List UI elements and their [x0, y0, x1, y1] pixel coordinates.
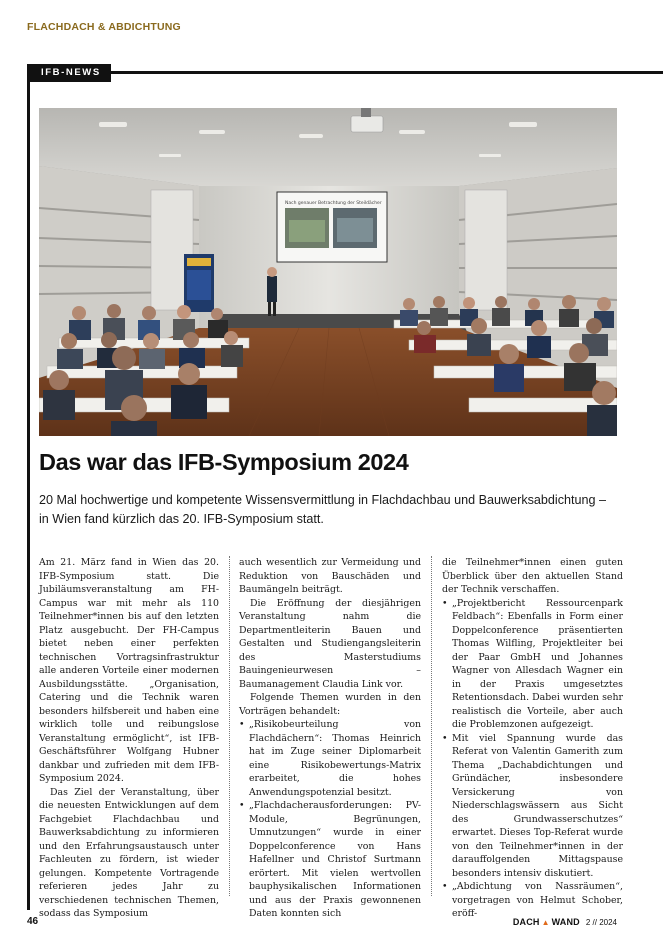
news-rule [27, 71, 663, 74]
news-bar [27, 64, 663, 82]
conference-photo [39, 108, 617, 436]
magazine-logo-right: WAND [551, 917, 580, 927]
conference-hall-illustration [39, 108, 617, 436]
column-3 [442, 556, 623, 921]
section-label: FLACHDACH & ABDICHTUNG [27, 21, 181, 33]
column-2 [239, 556, 421, 921]
article-body [39, 556, 624, 919]
list-item: • Mit viel Spannung wurde das Referat von Valentin Gamerith zum Thema „Dachabdichtungen und Gründächer, insbesondere Versickerung von Niederschlagswässern aus Sicht des Grundwasserschutzes“ erwartet. Dieses Top-Referat wurde von den Teilnehmer*innen in der darauffolgenden Mittagspause besonders intensiv diskutiert. [442, 732, 623, 881]
paragraph: Am 21. März fand in Wien das 20. IFB-Symposium statt. Die Jubiläumsveranstaltung am FH-Campus war mit mehr als 110 Teilnehmer*innen bis auf den letzten Platz ausgebucht. Der FH-Campus bietet neben einer perfekten technischen Vortragsinfrastruktur alle anderen Vorteile einer modernen Ausbildungsstätte. „Organisation, Catering und die Technik waren besonders hilfsbereit und haben eine wirklich tolle und reibungslose Veranstaltung ermöglicht“, ist IFB-Geschäftsführer Wolfgang Hubner dankbar und zufrieden mit dem IFB-Symposium 2024. [39, 557, 219, 784]
paragraph: Folgende Themen wurden in den Vorträgen behandelt: [239, 692, 421, 717]
topic-list [442, 597, 623, 921]
news-tag: IFB-NEWS [27, 64, 111, 82]
left-rule [27, 80, 30, 910]
issue-number: 2 // 2024 [585, 917, 617, 927]
list-item: • „Flachdacherausforderungen: PV-Module, Begrünungen, Umnutzungen“ wurde in einer Doppelconference von Hans Hafellner und Christof Surtmann erörtert. Mit vielen wertvollen bauphysikalischen Informationen und aus der Praxis gewonnenen Daten konnten sich [239, 799, 421, 921]
magazine-footer [513, 917, 617, 927]
column-divider [431, 556, 432, 896]
topic-list [239, 718, 421, 921]
article-lead: 20 Mal hochwertige und kompetente Wissensvermittlung in Flachdachbau und Bauwerksabdichtung – in Wien fand kürzlich das 20. IFB-Symposium statt. [39, 493, 607, 526]
magazine-logo-left: DACH [512, 917, 540, 927]
article-headline: Das war das IFB-Symposium 2024 [39, 449, 409, 475]
paragraph: Die Eröffnung der diesjährigen Veranstaltung nahm die Departmentleiterin Bauen und Gestalten und Studiengangsleiterin des Masterstudiums Bauingenieurwesen – Baumanagement Claudia Link vor. [239, 597, 421, 690]
arrow-icon: ▲ [541, 917, 550, 927]
list-item: • „Risikobeurteilung von Flachdächern“: Thomas Heinrich hat im Zuge seiner Diplomarbeit eine Risikobewertungs-Matrix erarbeitet, die hohes Anwendungspotenzial besitzt. [239, 718, 421, 799]
slide-title: Nach genauer Betrachtung der Steildächer [285, 201, 382, 206]
column-1 [39, 556, 219, 921]
list-item: • „Abdichtung von Nassräumen“, vorgetragen von Helmut Schober, eröff- [442, 880, 623, 921]
paragraph: Das Ziel der Veranstaltung, über die neuesten Entwicklungen auf dem Fachgebiet Flachdachbau und Bauwerksabdichtung zu informieren und den Erfahrungsaustausch unter Fachleuten zu fördern, ist wieder gelungen. Kompetente Vortragende referieren jedes Jahr zu verschiedenen technischen Themen, sodass das Symposium [39, 786, 219, 919]
paragraph: die Teilnehmer*innen einen guten Überblick über den aktuellen Stand der Technik verschaffen. [442, 557, 623, 595]
paragraph: auch wesentlich zur Vermeidung und Reduktion von Bauschäden und Baumängeln beiträgt. [239, 557, 421, 595]
list-item: • „Projektbericht Ressourcenpark Feldbach“: Ebenfalls in Form einer Doppelconference präsentierten Thomas Wilfling, Projektleiter bei der Paar GmbH und Johannes Wagner von Allesdach Wagner ein in der Praxis umgesetztes Retentionsdach. Dabei wurden sehr realistisch die Vorteile, aber auch die Problemzonen aufgezeigt. [442, 597, 623, 732]
page-number: 46 [27, 916, 39, 927]
column-divider [229, 556, 230, 896]
